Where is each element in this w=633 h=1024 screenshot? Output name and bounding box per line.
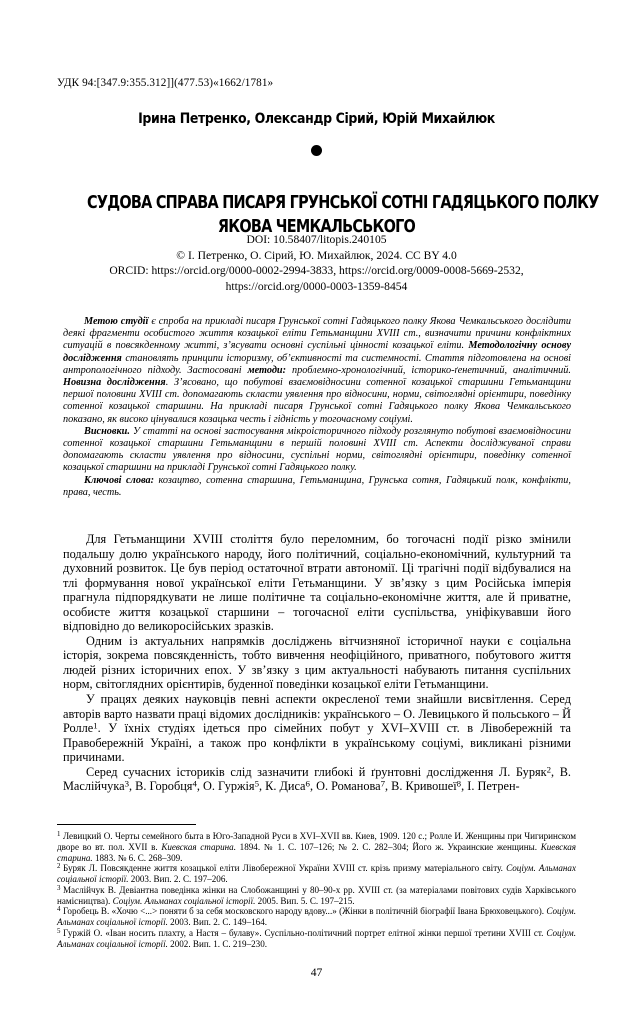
abstract-label-methodology: Методологічну основу дослідження: [63, 340, 571, 364]
abstract-paragraph-conclusions: [63, 426, 571, 475]
footnote-item: [57, 928, 576, 950]
abstract-text-methods: проблемно-хронологічний, історико-ґенетичний, аналітичний.: [286, 364, 571, 376]
abstract-label-keywords: Ключові слова:: [84, 474, 154, 486]
footnote-text: 2003. Вип. 2. С. 197–206.: [128, 874, 228, 884]
footnote-ref-7[interactable]: 7: [380, 778, 385, 789]
body-paragraph-4-part-g: , В. Кривошеї: [385, 779, 457, 794]
footnote-ref-3[interactable]: 3: [124, 778, 129, 789]
footnote-number: 1: [57, 830, 61, 838]
footnote-text: Левицкий О. Черты семейного быта в Юго-Западной Руси в XVI–XVII вв. Киев, 1909. 120 с.; Ролле И. Женщины при Чигиринском дворе во вт. пол. XVII в.: [57, 831, 576, 852]
abstract-text-novelty: . З’ясовано, що побутові взаємовідносини сотенної козацької старшини Гетьманщини першої половини XVIII ст. допомагають скласти уявлення про відносини, норми, світоглядні орієнтири, поведінку сотенної козацької старшини. На прикладі писаря Грунської сотні Гадяцького полку Якова Чемкальського показано, як високо цінувалися козацька честь і гідність у тогочасному соціумі.: [63, 377, 571, 425]
footnote-text: 1883. № 6. С. 268–309.: [92, 852, 183, 863]
footnote-ref-8[interactable]: 8: [456, 778, 462, 789]
footnote-source-title: Соціум. Альманах соціальної історії.: [57, 863, 576, 884]
footnote-ref-1[interactable]: 1: [93, 720, 98, 731]
doi-line: DOI: 10.58407/litopis.240105: [246, 233, 387, 246]
footnote-source-title: Киевская старина.: [161, 841, 236, 852]
body-paragraph-4: [63, 765, 571, 794]
footnote-number: 4: [57, 906, 61, 914]
footnote-text: 2003. Вип. 2. С. 149–164.: [167, 917, 268, 927]
footnote-source-title: Соціум. Альманах соціальної історії.: [57, 906, 576, 927]
footnote-number: 5: [57, 927, 61, 935]
footnote-text: Гуржій О. «Іван носить плахту, а Настя – булаву». Суспільно-політичний портрет елітної жінки першої третини XVIII ст.: [62, 927, 547, 938]
abstract-text-aim: є спроба на прикладі писаря Грунської сотні Гадяцького полку Якова Чемкальського дослідити деякі фрагменти особистого життя козацької еліти Гетьманщини XVIII ст., визначити причини конфліктних ситуацій в повсякденному житті, з’ясувати основні суспільні цінності козацької еліти.: [63, 316, 571, 352]
abstract-paragraph-keywords: [63, 475, 571, 499]
orcid-line-2: https://orcid.org/0000-0003-1359-8454: [225, 279, 408, 293]
footnote-number: 2: [57, 863, 61, 871]
body-text-section: [63, 532, 571, 794]
abstract-text-methodology: становлять принципи історизму, об’єктивності та системності. Стаття підготовлена на основі антропологічного підходу. Застосовані: [63, 352, 571, 376]
footnote-ref-6[interactable]: 6: [305, 778, 310, 789]
footnote-text: 2005. Вип. 5. С. 197–215.: [255, 895, 355, 906]
footnote-number: 3: [57, 884, 61, 892]
page-number: 47: [310, 966, 323, 979]
abstract-section: [63, 316, 571, 499]
footnote-source-title: Соціум. Альманах соціальної історії.: [57, 927, 576, 949]
udc-code: УДК 94:[347.9:355.312]](477.53)«1662/1781»: [57, 77, 274, 89]
body-paragraph-4-part-f: , О. Романова: [309, 779, 381, 794]
body-paragraph-4-part-c: , В. Горобця: [128, 779, 193, 794]
footnote-text: Буряк Л. Повсякденне життя козацької еліти Лівобережної України XVIII ст. крізь призму матеріального світу.: [62, 863, 507, 874]
abstract-label-aim: Метою студії: [84, 316, 149, 327]
abstract-text-keywords: козацтво, сотенна старшина, Гетьманщина, Грунська сотня, Гадяцький полк, конфлікти, права, честь.: [63, 474, 571, 498]
abstract-label-novelty: Новизна дослідження: [63, 377, 166, 389]
body-paragraph-3-part-a: У працях деяких науковців певні аспекти окресленої теми знайшли висвітлення. Серед авторів варто назвати праці відомих дослідників: українського – О. Левицького й польського – Й Ролле: [63, 692, 571, 736]
body-paragraph-2: Одним із актуальних напрямків досліджень вітчизняної історичної науки є соціальна історія, зокрема повсякденність, тобто вивчення неофіційного, приватного, побутового життя людей різних історичних епох. У зв’язку з цим актуальності набувають питання суспільних норм, світоглядних орієнтирів, буденної поведінки козацької еліти Гетьманщини.: [63, 633, 571, 692]
body-paragraph-4-part-h: , І. Петрен-: [461, 779, 520, 794]
footnote-ref-2[interactable]: 2: [546, 764, 552, 775]
author-list: Ірина Петренко, Олександр Сірий, Юрій Михайлюк: [138, 110, 495, 127]
footnote-separator: [57, 824, 196, 825]
footnote-source-title: Киевская старина.: [57, 841, 576, 863]
footnote-text: 2002. Вип. 1. С. 219–230.: [167, 938, 268, 949]
footnotes-section: [57, 831, 576, 949]
doi-metadata-block: [30, 232, 603, 294]
footnote-ref-4[interactable]: 4: [192, 778, 197, 789]
page-title-line-2: ЯКОВА ЧЕМКАЛЬСЬКОГО: [217, 216, 416, 237]
decorative-bullet-row: [0, 145, 633, 156]
abstract-paragraph-1: [63, 316, 571, 426]
footnote-item: [57, 863, 576, 885]
abstract-label-methods: методи:: [247, 364, 287, 376]
orcid-line-1: ORCID: https://orcid.org/0000-0002-2994-3833, https://orcid.org/0009-0008-5669-2532,: [109, 264, 524, 278]
body-paragraph-4-part-b: , В. Маслійчука: [63, 764, 571, 794]
footnote-item: [57, 906, 576, 928]
body-paragraph-4-part-d: , О. Гуржія: [196, 779, 255, 794]
footnote-item: [57, 831, 576, 863]
footnote-text: Маслійчук В. Девіантна поведінка жінки на Слобожанщині у 80–90-х рр. XVIII ст. (за матеріалами повітових судів Харківського намісництва).: [57, 884, 576, 906]
footnote-item: [57, 885, 576, 907]
footnote-text: Горобець В. «Хочю <...> поняти б за себя московского народу вдову...» (Жінки в політичній біографії Івана Брюховецького).: [62, 906, 547, 917]
bullet-dot-icon: [311, 145, 322, 156]
body-paragraph-4-part-a: Серед сучасних істориків слід зазначити глибокі й ґрунтовні дослідження Л. Буряк: [86, 764, 547, 779]
page-title-line-1: СУДОВА СПРАВА ПИСАРЯ ГРУНСЬКОЇ СОТНІ ГАДЯЦЬКОГО ПОЛКУ: [87, 192, 599, 213]
abstract-label-conclusions: Висновки.: [84, 425, 130, 437]
footnote-ref-5[interactable]: 5: [254, 778, 259, 789]
body-paragraph-4-part-e: , К. Диса: [258, 779, 306, 794]
body-paragraph-1: Для Гетьманщини XVIII століття було переломним, бо тогочасні події різко змінили подальшу долю українського народу, його політичний, соціально-економічний, культурний та духовний розвиток. Це був період остаточної втрати автономії. Ці трагічні події відбувалися на тлі формування нової української еліти Гетьманщини. У зв’язку з цим Російська імперія прагнула підпорядкувати не лише політичне та соціально-економічне життя, але й приватне, особисте життя козацької старшини – тогочасної еліти суспільства, уніфікувавши його відповідно до великоросійських зразків.: [63, 532, 571, 634]
body-paragraph-3: [63, 692, 571, 765]
abstract-text-conclusions: У статті на основі застосування мікроісторичного підходу розглянуто побутові взаємовідносини сотенної козацької старшини Гетьманщини в першій половині XVIII ст. Аспекти досліджуваної справи допомагають скласти уявлення про відносини, суспільні норми, світоглядні орієнтири, поведінку сотенної козацької старшини на прикладі Грунської сотні Гадяцького полку.: [63, 425, 571, 474]
footnote-text: 1894. № 1. С. 107–126; № 2. С. 282–304; Його ж. Украинские женщины.: [235, 841, 541, 852]
body-paragraph-3-part-b: . У їхніх студіях ідеться про сімейних побут у XVI–XVIII ст. в Лівобережній та Правобережній Україні, а також про конфлікти в українському соціумі, викликані різними причинами.: [63, 721, 571, 765]
footnote-source-title: Соціум. Альманах соціальної історії.: [112, 895, 256, 906]
copyright-line: © І. Петренко, О. Сірий, Ю. Михайлюк, 2024. CC BY 4.0: [176, 248, 457, 262]
